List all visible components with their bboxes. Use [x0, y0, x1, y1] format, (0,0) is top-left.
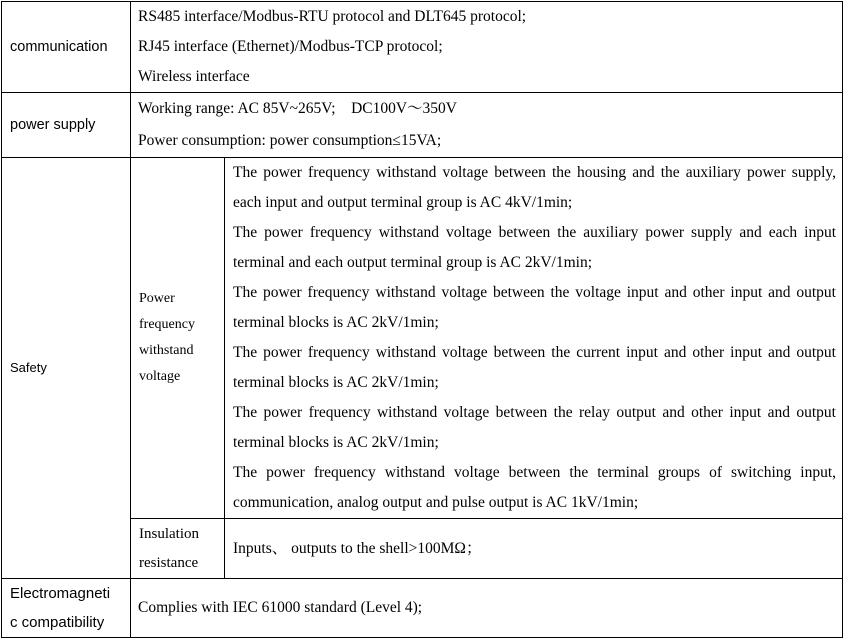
communication-line: RJ45 interface (Ethernet)/Modbus-TCP protocol;: [138, 38, 443, 55]
insulation-label-line: resistance: [139, 554, 199, 571]
communication-line: RS485 interface/Modbus-RTU protocol and DLT645 protocol;: [138, 8, 527, 25]
safety-label: Safety: [2, 158, 131, 579]
withstand-label-line: withstand: [139, 343, 194, 358]
specification-table: [1, 1, 843, 638]
power-supply-row: [2, 93, 843, 158]
power-supply-label: power supply: [2, 93, 131, 158]
withstand-label-line: voltage: [139, 369, 181, 384]
safety-withstand-row: [2, 158, 843, 519]
withstand-item: The power frequency withstand voltage between the voltage input and other input and output terminal blocks is AC 2kV/1min;: [233, 284, 836, 331]
withstand-label-line: Power: [139, 291, 175, 306]
emc-label-line: c compatibility: [10, 614, 105, 631]
withstand-voltage-value: [225, 158, 843, 519]
emc-label: [2, 579, 131, 638]
withstand-item: The power frequency withstand voltage between the auxiliary power supply and each input terminal and each output terminal group is AC 2kV/1min;: [233, 224, 836, 271]
communication-line: Wireless interface: [138, 68, 250, 85]
power-supply-line: Power consumption: power consumption≤15VA;: [138, 132, 442, 149]
power-supply-line: Working range: AC 85V~265V; DC100V～350V: [138, 100, 457, 117]
communication-value: [131, 2, 843, 93]
emc-label-line: Electromagneti: [10, 585, 111, 602]
emc-row: [2, 579, 843, 638]
power-supply-value: [131, 93, 843, 158]
withstand-item: The power frequency withstand voltage between the relay output and other input and output terminal blocks is AC 2kV/1min;: [233, 404, 836, 451]
withstand-item: The power frequency withstand voltage between the terminal groups of switching input, communication, analog output and pulse output is AC 1kV/1min;: [233, 464, 836, 511]
withstand-label-line: frequency: [139, 317, 195, 332]
insulation-label-line: Insulation: [139, 525, 199, 542]
withstand-item: The power frequency withstand voltage between the current input and other input and output terminal blocks is AC 2kV/1min;: [233, 344, 836, 391]
communication-label: communication: [2, 2, 131, 93]
withstand-voltage-label: [131, 158, 225, 519]
insulation-resistance-value: Inputs、 outputs to the shell>100MΩ；: [225, 519, 843, 579]
withstand-item: The power frequency withstand voltage between the housing and the auxiliary power supply, each input and output terminal group is AC 4kV/1min;: [233, 164, 836, 211]
insulation-resistance-label: [131, 519, 225, 579]
communication-row: [2, 2, 843, 93]
emc-value: Complies with IEC 61000 standard (Level 4);: [131, 579, 843, 638]
